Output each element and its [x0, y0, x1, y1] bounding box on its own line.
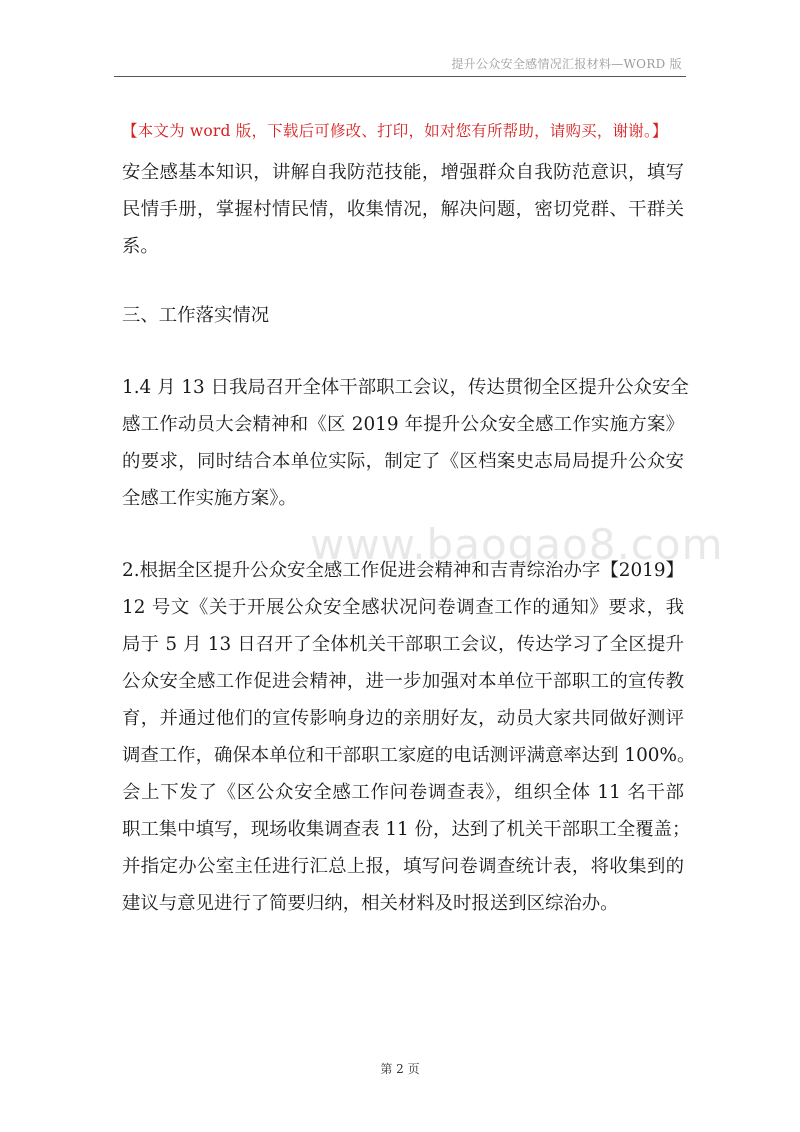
text-line: 局于 5 月 13 日召开了全体机关干部职工会议，传达学习了全区提升 [122, 634, 684, 655]
text-line: 调查工作，确保本单位和干部职工家庭的电话测评满意率达到 100%。 [122, 745, 696, 766]
text-line: 职工集中填写，现场收集调查表 11 份，达到了机关干部职工全覆盖； [122, 819, 691, 840]
paragraph-item-2 [122, 557, 696, 918]
text-line: 2.根据全区提升公众安全感工作促进会精神和吉青综治办字【2019】 [122, 560, 684, 581]
text-line: 民情手册，掌握村情民情，收集情况，解决问题，密切党群、干群关 [122, 199, 684, 220]
text-line: 建议与意见进行了简要归纳，相关材料及时报送到区综治办。 [122, 893, 619, 914]
text-line: 系。 [122, 236, 159, 257]
watermark: www.baogao8.com [310, 520, 724, 569]
text-line: 三、工作落实情况 [122, 305, 270, 326]
text-line: 并指定办公室主任进行汇总上报，填写问卷调查统计表，将收集到的 [122, 856, 684, 877]
section-heading [122, 302, 684, 330]
text-line: 12 号文《关于开展公众安全感状况问卷调查工作的通知》要求，我 [122, 597, 684, 618]
text-line: 的要求，同时结合本单位实际，制定了《区档案史志局局提升公众安 [122, 451, 684, 472]
download-notice: 【本文为 word 版，下载后可修改、打印，如对您有所帮助，请购买，谢谢。】 [122, 122, 668, 140]
page-number: 第 2 页 [380, 1062, 420, 1076]
header-divider [114, 76, 686, 77]
document-body [122, 159, 696, 927]
text-line: 会上下发了《区公众安全感工作问卷调查表》，组织全体 11 名干部 [122, 782, 684, 803]
text-line: 安全感基本知识，讲解自我防范技能，增强群众自我防范意识，填写 [122, 162, 684, 183]
text-line: 感工作动员大会精神和《区 2019 年提升公众安全感工作实施方案》 [122, 414, 684, 435]
text-line: 全感工作实施方案》。 [122, 488, 297, 509]
text-line: 1.4 月 13 日我局召开全体干部职工会议，传达贯彻全区提升公众安全 [122, 377, 689, 398]
text-line: 育，并通过他们的宣传影响身边的亲朋好友，动员大家共同做好测评 [122, 708, 684, 729]
text-line: 公众安全感工作促进会精神，进一步加强对本单位干部职工的宣传教 [122, 671, 684, 692]
paragraph-continuation [122, 159, 684, 261]
header-title: 提升公众安全感情况汇报材料—WORD 版 [451, 57, 682, 71]
paragraph-item-1 [122, 374, 689, 513]
